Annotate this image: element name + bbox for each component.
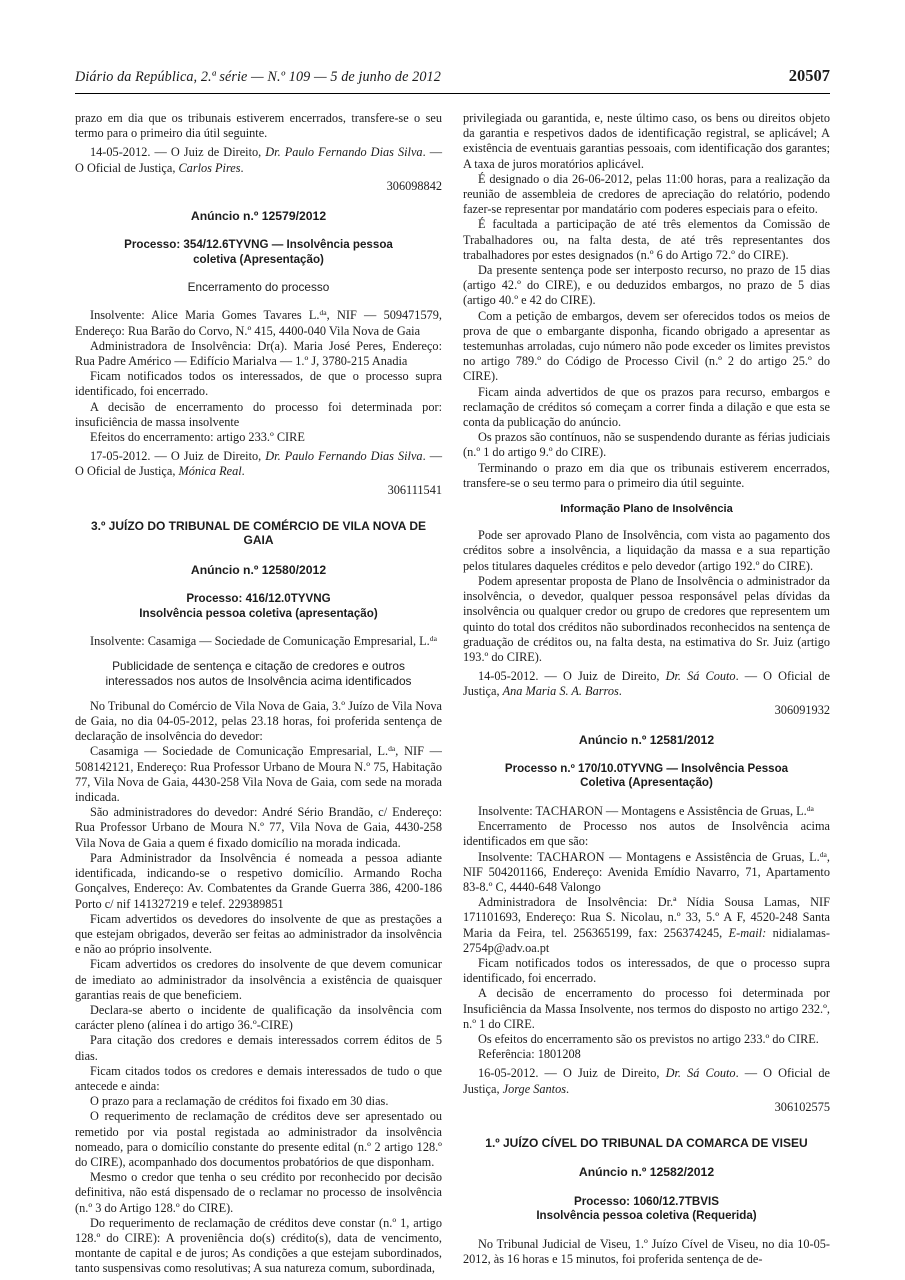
paragraph: Terminando o prazo em dia que os tribunais estiverem encerrados, transfere-se o seu termo para o primeiro dia útil seguinte. bbox=[463, 460, 830, 490]
text-segment: Casamiga — Sociedade de Comunicação Empresarial, L. bbox=[90, 744, 389, 759]
text-segment: 17-05-2012. — O Juiz de Direito, bbox=[90, 449, 266, 464]
announcement-number-heading: Anúncio n.º 12580/2012 bbox=[190, 562, 327, 577]
heading-line: interessados nos autos de Insolvência acima identificados bbox=[105, 674, 412, 689]
heading-line: Coletiva (Apresentação) bbox=[580, 776, 713, 790]
paragraph: Ficam advertidos os credores do insolvente de que devem comunicar de imediato ao administrador da insolvência a existência de quaisquer garantias reais de que beneficiem. bbox=[75, 957, 442, 1002]
process-heading bbox=[463, 762, 830, 791]
text-segment: Insolvente: TACHARON — Montagens e Assistência de Gruas, L. bbox=[478, 849, 820, 864]
announcement-number-heading: Anúncio n.º 12582/2012 bbox=[578, 1165, 715, 1180]
paragraph: privilegiada ou garantida, e, neste último caso, os bens ou direitos objeto da garantia e respetivos dados de identificação registral, se aplicável; A existência de eventuais garantias pessoais, com identificação dos garantes; A taxa de juros moratórios aplicável. bbox=[463, 111, 830, 171]
process-heading bbox=[75, 592, 442, 621]
paragraph: Da presente sentença pode ser interposto recurso, no prazo de 15 dias (artigo 42.º do CIRE), e ou deduzidos embargos, no prazo de 5 dias (artigo 40.º e 42 do CIRE). bbox=[463, 263, 830, 308]
heading-line: Publicidade de sentença e citação de credores e outros bbox=[112, 659, 405, 674]
paragraph bbox=[75, 308, 442, 338]
paragraph: Mesmo o credor que tenha o seu crédito por reconhecido por decisão definitiva, não está dispensado de o reclamar no processo de insolvência (n.º 3 do Artigo 128.º do CIRE). bbox=[75, 1170, 442, 1215]
paragraph: Podem apresentar proposta de Plano de Insolvência o administrador da insolvência, o devedor, qualquer pessoa responsável pelas dívidas da insolvência ou qualquer credor ou grupo de credores que representem um quinto do total dos créditos não subordinados reconhecidos na sentença de graduação de créditos ou, na falta desta, na estimativa do Sr. Juiz (artigo 193.º do CIRE). bbox=[463, 573, 830, 664]
heading-line: coletiva (Apresentação) bbox=[193, 252, 324, 266]
announcement-number-heading: Anúncio n.º 12579/2012 bbox=[190, 209, 327, 224]
text-segment: da bbox=[819, 849, 827, 859]
paragraph bbox=[463, 850, 830, 896]
paragraph: É facultada a participação de até três elementos da Comissão de Trabalhadores ou, na falta desta, de até três representantes dos trabalhadores por estes designados (n.º 6 do Artigo 72.º do CIRE). bbox=[463, 217, 830, 262]
heading-line: Insolvência pessoa coletiva (apresentação) bbox=[139, 606, 378, 620]
signature-line bbox=[463, 669, 830, 699]
text-segment: . — O Oficial de Justiça, bbox=[463, 669, 831, 699]
text-segment: Insolvente: Alice Maria Gomes Tavares L. bbox=[90, 308, 320, 323]
text-segment: . — O Oficial de Justiça, bbox=[75, 449, 442, 479]
heading-line: Processo: 1060/12.7TBVIS bbox=[573, 1194, 719, 1208]
text-segment: 16-05-2012. — O Juiz de Direito, bbox=[478, 1066, 666, 1081]
heading-line: Processo: 416/12.0TYVNG bbox=[186, 592, 331, 606]
text-segment: da bbox=[319, 308, 327, 318]
paragraph: É designado o dia 26-06-2012, pelas 11:00 horas, para a realização da reunião de assembleia de credores de apreciação do relatório, podendo fazer-se representar por mandatário com poderes especiais para o efeito. bbox=[463, 171, 830, 217]
text-segment: Insolvente: Casamiga — Sociedade de Comunicação Empresarial, L. bbox=[90, 634, 430, 649]
text-segment: . — O Oficial de Justiça, bbox=[463, 1066, 831, 1096]
right-column bbox=[463, 111, 830, 1277]
left-column bbox=[75, 111, 442, 1277]
italic-text: Ana Maria S. A. Barros bbox=[502, 684, 619, 699]
text-segment: nidialamas-2754p@adv.oa.pt bbox=[463, 925, 830, 955]
paragraph: Pode ser aprovado Plano de Insolvência, com vista ao pagamento dos créditos sobre a insolvência, a liquidação da massa e a sua repartição pelos titulares daqueles créditos e pelo devedor (artigo 192.º do CIRE). bbox=[463, 528, 830, 573]
italic-text: Dr. Paulo Fernando Dias Silva bbox=[265, 449, 423, 464]
announcement-number-heading: Anúncio n.º 12581/2012 bbox=[578, 732, 715, 747]
text-segment: , NIF 504201166, Endereço: Avenida Emídio Navarro, 71, Apartamento 83-8.º C, 4440-648 Valongo bbox=[463, 849, 830, 894]
process-heading bbox=[463, 1195, 830, 1224]
italic-text: Dr. Sá Couto bbox=[665, 669, 736, 684]
text-segment: , NIF — 508142121, Endereço: Rua Professor Urbano de Moura N.º 75, Habitação 77, Vila Nova de Gaia, 4430-258 Vila Nova de Gaia, com sede na morada indicada. bbox=[75, 744, 442, 805]
paragraph: São administradores do devedor: André Sério Brandão, c/ Endereço: Rua Professor Urbano de Moura N.º 77, Vila Nova de Gaia, 4430-258 Vila Nova de Gaia a quem é fixado domicílio na morada indicada. bbox=[75, 805, 442, 850]
paragraph bbox=[463, 895, 830, 956]
paragraph: Ficam advertidos os devedores do insolvente de que as prestações a que estejam obrigados, deverão ser feitas ao administrador da insolvência e não ao próprio insolvente. bbox=[75, 911, 442, 957]
paragraph: Os efeitos do encerramento são os previstos no artigo 233.º do CIRE. bbox=[478, 1031, 819, 1046]
page-number: 20507 bbox=[788, 66, 830, 85]
heading-line: Processo: 354/12.6TYVNG — Insolvência pessoa bbox=[124, 238, 393, 252]
content-columns bbox=[75, 111, 830, 1277]
signature-line bbox=[75, 449, 442, 479]
publication-reference: 306091932 bbox=[774, 702, 830, 717]
court-section-heading: 1.º JUÍZO CÍVEL DO TRIBUNAL DA COMARCA DE VISEU bbox=[485, 1135, 808, 1150]
heading-line: Insolvência pessoa coletiva (Requerida) bbox=[536, 1209, 757, 1223]
publication-reference: 306102575 bbox=[774, 1099, 830, 1114]
paragraph: Efeitos do encerramento: artigo 233.º CIRE bbox=[90, 430, 305, 445]
signature-line bbox=[75, 145, 442, 175]
text-segment: . — O Oficial de Justiça, bbox=[75, 145, 442, 175]
publicity-heading bbox=[77, 659, 440, 689]
publication-reference: 306111541 bbox=[387, 482, 442, 497]
italic-text: Jorge Santos bbox=[502, 1081, 567, 1096]
paragraph: A decisão de encerramento do processo foi determinada por Insuficiência da Massa Insolvente, nos termos do disposto no artigo 232.º, n.º 1 do CIRE. bbox=[463, 986, 830, 1031]
text-segment: da bbox=[429, 634, 437, 644]
italic-text: Dr. Sá Couto bbox=[665, 1066, 736, 1081]
text-segment: . bbox=[566, 1081, 570, 1096]
paragraph: Referência: 1801208 bbox=[478, 1047, 581, 1062]
process-heading bbox=[75, 238, 442, 267]
paragraph: Ficam notificados todos os interessados, de que o processo supra identificado, foi encerrado. bbox=[463, 955, 830, 986]
paragraph: Declara-se aberto o incidente de qualificação da insolvência com carácter pleno (alínea i do artigo 36.º-CIRE) bbox=[75, 1002, 442, 1033]
text-segment: Administradora de Insolvência: Dr.ª Nídia Sousa Lamas, NIF 171101693, Endereço: Rua S. Nicolau, n.º 33, 5.º A F, 4520-248 Santa Maria da Feira, tel. 256365199, fax: 256374245, bbox=[463, 895, 830, 940]
paragraph: O prazo para a reclamação de créditos foi fixado em 30 dias. bbox=[90, 1094, 389, 1109]
italic-text: Carlos Pires bbox=[178, 160, 241, 175]
info-plan-heading: Informação Plano de Insolvência bbox=[560, 503, 733, 516]
text-segment: . bbox=[241, 464, 245, 479]
paragraph bbox=[463, 804, 830, 819]
text-segment: da bbox=[806, 804, 814, 814]
paragraph: No Tribunal Judicial de Viseu, 1.º Juízo Cível de Viseu, no dia 10-05-2012, às 16 horas e 15 minutos, foi proferida sentença de de- bbox=[463, 1236, 830, 1266]
text-segment: 14-05-2012. — O Juiz de Direito, bbox=[90, 145, 266, 160]
paragraph: Encerramento de Processo nos autos de Insolvência acima identificados em que são: bbox=[463, 819, 830, 849]
italic-text: E-mail: bbox=[728, 925, 767, 940]
text-segment: Insolvente: TACHARON — Montagens e Assistência de Gruas, L. bbox=[478, 803, 807, 818]
text-segment: . bbox=[240, 160, 244, 175]
paragraph: Administradora de Insolvência: Dr(a). Maria José Peres, Endereço: Rua Padre Américo — Edifício Marialva — 1.º J, 3780-215 Anadia bbox=[75, 338, 442, 369]
paragraph: Com a petição de embargos, devem ser oferecidos todos os meios de prova de que o embargante disponha, ficando obrigado a apresentar as testemunhas arroladas, cujo número não pode exceder os limites previstos no artigo 789.º do Código de Processo Civil (n.º 2 do artigo 25.º do CIRE). bbox=[463, 308, 830, 384]
text-segment: . bbox=[618, 684, 622, 699]
heading-line: Processo n.º 170/10.0TYVNG — Insolvência Pessoa bbox=[504, 761, 789, 775]
publication-reference: 306098842 bbox=[386, 178, 442, 193]
header-rule bbox=[75, 93, 830, 94]
italic-text: Dr. Paulo Fernando Dias Silva bbox=[265, 145, 423, 160]
paragraph: Os prazos são contínuos, não se suspendendo durante as férias judiciais (n.º 1 do artigo 9.º do CIRE). bbox=[463, 430, 830, 460]
paragraph: A decisão de encerramento do processo foi determinada por: insuficiência de massa insolvente bbox=[75, 399, 442, 429]
paragraph bbox=[75, 744, 442, 805]
court-section-heading: 3.º JUÍZO DO TRIBUNAL DE COMÉRCIO DE VILA NOVA DE GAIA bbox=[90, 518, 427, 548]
italic-text: Mónica Real bbox=[178, 464, 242, 479]
paragraph: Para Administrador da Insolvência é nomeada a pessoa adiante identificada, indicando-se o respetivo domicílio. Armando Rocha Gonçalves, Endereço: Av. Combatentes da Grande Guerra 386, 4200-186 Porto c/ nif 141327219 e telef. 229389851 bbox=[75, 850, 442, 911]
paragraph: Ficam citados todos os credores e demais interessados de tudo o que antecede e ainda: bbox=[75, 1063, 442, 1093]
paragraph: Para citação dos credores e demais interessados correm éditos de 5 dias. bbox=[75, 1033, 442, 1063]
paragraph bbox=[75, 634, 442, 649]
text-segment: 14-05-2012. — O Juiz de Direito, bbox=[478, 669, 666, 684]
subject-heading: Encerramento do processo bbox=[187, 280, 330, 295]
paragraph: O requerimento de reclamação de créditos deve ser apresentado ou remetido por via postal registada ao administrador da insolvência nomeado, para o domicílio constante do presente edital (n.º 2 artigo 128.º do CIRE), acompanhado dos documentos probatórios de que disponham. bbox=[75, 1109, 442, 1169]
signature-line bbox=[463, 1066, 830, 1096]
paragraph: Do requerimento de reclamação de créditos deve constar (n.º 1, artigo 128.º do CIRE): A proveniência do(s) crédito(s), data de vencimento, montante de capital e de juros; As condições a que estejam subordinados, tanto suspensivas como resolutivas; A sua natureza comum, subordinada, bbox=[75, 1215, 442, 1276]
journal-title: Diário da República, 2.ª série — N.º 109 — 5 de junho de 2012 bbox=[75, 69, 441, 85]
page-header bbox=[75, 66, 830, 86]
text-segment: da bbox=[388, 744, 396, 754]
paragraph: Ficam ainda advertidos de que os prazos para recurso, embargos e reclamação de créditos só começam a correr finda a dilação e que esta se conta da publicação do anúncio. bbox=[463, 384, 830, 430]
paragraph: prazo em dia que os tribunais estiverem encerrados, transfere-se o seu termo para o primeiro dia útil seguinte. bbox=[75, 111, 442, 141]
text-segment: , NIF — 509471579, Endereço: Rua Barão do Corvo, N.º 415, 4400-040 Vila Nova de Gaia bbox=[75, 308, 442, 338]
paragraph: Ficam notificados todos os interessados, de que o processo supra identificado, foi encerrado. bbox=[75, 369, 442, 399]
paragraph: No Tribunal do Comércio de Vila Nova de Gaia, 3.º Juízo de Vila Nova de Gaia, no dia 04-05-2012, pelas 23.18 horas, foi proferida sentença de declaração de insolvência do devedor: bbox=[75, 698, 442, 744]
